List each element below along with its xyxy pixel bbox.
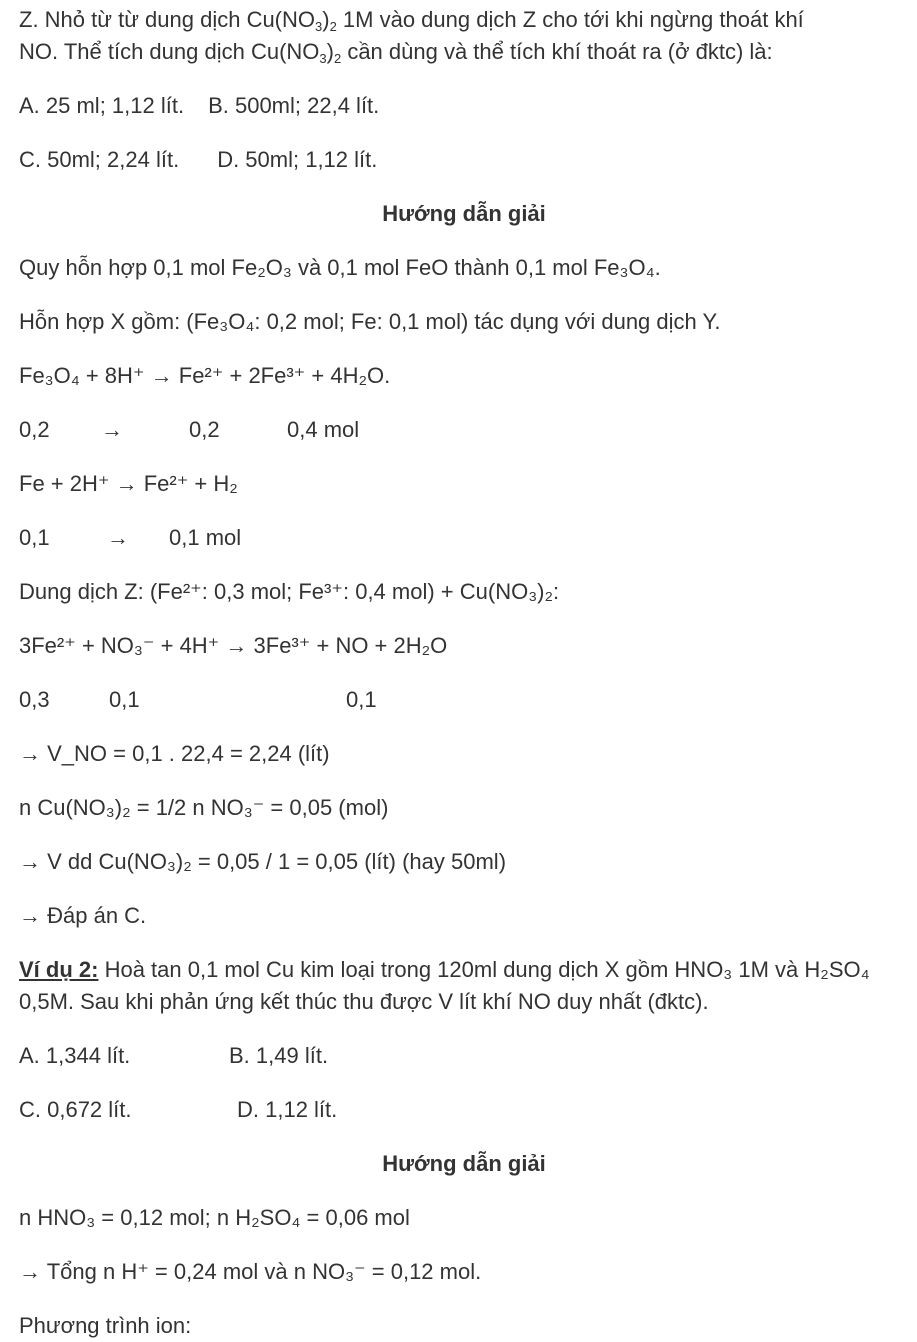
option-c: C. 50ml; 2,24 lít.	[19, 147, 180, 172]
solution-heading-2: Hướng dẫn giải	[382, 1151, 546, 1176]
solution-1-equation-2: Fe + 2H⁺ → Fe²⁺ + H₂	[19, 471, 238, 496]
option-c: C. 0,672 lít.	[19, 1097, 132, 1122]
solution-1-line-1: Quy hỗn hợp 0,1 mol Fe₂O₃ và 0,1 mol FeO thành 0,1 mol Fe₃O₄.	[19, 255, 661, 280]
option-d: D. 50ml; 1,12 lít.	[217, 147, 378, 172]
option-b: B. 1,49 lít.	[229, 1043, 329, 1068]
solution-1-moles-1: 0,2 → 0,2 0,4 mol	[19, 417, 360, 442]
solution-1-moles-2: 0,1 → 0,1 mol	[19, 525, 242, 550]
option-a: A. 25 ml; 1,12 lít.	[19, 93, 185, 118]
solution-2-line-2: → Tổng n H⁺ = 0,24 mol và n NO₃⁻ = 0,12 mol.	[19, 1259, 482, 1284]
document-page	[19, 4, 909, 1342]
solution-heading-1: Hướng dẫn giải	[382, 201, 546, 226]
solution-1-answer: → Đáp án C.	[19, 903, 147, 928]
question-1-intro: Z. Nhỏ từ từ dung dịch $Cu(NO_3)_2$ 1M vào dung dịch Z cho tới khi ngừng thoát khí NO. Thể tích dung dịch $Cu(NO_3)_2$ cần dùng và thể tích khí thoát ra (ở đktc) là:	[19, 7, 804, 66]
solution-1-equation-3: 3Fe²⁺ + NO₃⁻ + 4H⁺ → 3Fe³⁺ + NO + 2H₂O	[19, 633, 448, 658]
solution-2-line-1: n HNO₃ = 0,12 mol; n H₂SO₄ = 0,06 mol	[19, 1205, 410, 1230]
solution-1-equation-1: Fe₃O₄ + 8H⁺ → Fe²⁺ + 2Fe³⁺ + 4H₂O.	[19, 363, 391, 388]
solution-1-line-z: Dung dịch Z: (Fe²⁺: 0,3 mol; Fe³⁺: 0,4 mol) + Cu(NO₃)₂:	[19, 579, 560, 604]
solution-1-ncu: n Cu(NO₃)₂ = 1/2 n NO₃⁻ = 0,05 (mol)	[19, 795, 389, 820]
option-b: B. 500ml; 22,4 lít.	[208, 93, 380, 118]
solution-1-vno: → V_NO = 0,1 . 22,4 = 2,24 (lít)	[19, 741, 330, 766]
option-a: A. 1,344 lít.	[19, 1043, 131, 1068]
solution-1-moles-3: 0,3 0,1 0,1	[19, 687, 377, 712]
solution-1-line-2: Hỗn hợp X gồm: (Fe₃O₄: 0,2 mol; Fe: 0,1 mol) tác dụng với dung dịch Y.	[19, 309, 721, 334]
solution-2-line-3: Phương trình ion:	[19, 1313, 192, 1338]
solution-1-vdd: → V dd Cu(NO₃)₂ = 0,05 / 1 = 0,05 (lít) (hay 50ml)	[19, 849, 507, 874]
question-1-options-ab	[19, 90, 909, 122]
question-2-intro: Ví dụ 2: Hoà tan 0,1 mol Cu kim loại trong 120ml dung dịch X gồm HNO₃ 1M và H₂SO₄ 0,5M. Sau khi phản ứng kết thúc thu được V lít khí NO duy nhất (đktc).	[19, 957, 870, 1014]
example-2-label: Ví dụ 2:	[19, 957, 99, 982]
question-2-options-cd	[19, 1094, 909, 1126]
option-d: D. 1,12 lít.	[237, 1097, 338, 1122]
question-2-options-ab	[19, 1040, 909, 1072]
question-1-options-cd	[19, 144, 909, 176]
